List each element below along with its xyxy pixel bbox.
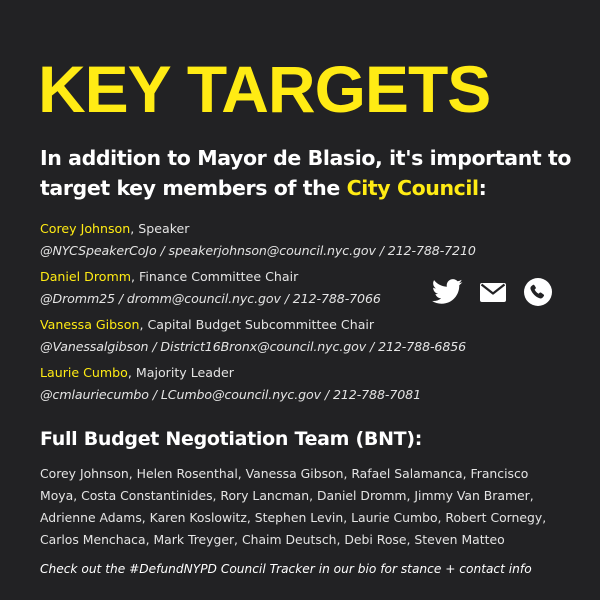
- member-role: , Finance Committee Chair: [131, 269, 299, 284]
- member-role: , Majority Leader: [127, 365, 234, 380]
- member-name: Vanessa Gibson: [40, 317, 140, 332]
- bnt-heading: Full Budget Negotiation Team (BNT):: [40, 428, 423, 450]
- twitter-icon: [432, 279, 463, 309]
- intro-text: [40, 143, 580, 203]
- council-member-cumbo: [40, 362, 580, 410]
- council-member-list: [40, 218, 580, 410]
- member-name: Corey Johnson: [40, 221, 131, 236]
- intro-text-end: :: [478, 176, 487, 200]
- member-contact: @cmlauriecumbo / LCumbo@council.nyc.gov / 212-788-7081: [40, 387, 421, 402]
- member-contact: @Dromm25 / dromm@council.nyc.gov / 212-788-7066: [40, 291, 381, 306]
- mail-icon: [480, 283, 506, 306]
- footer-note: Check out the #DefundNYPD Council Tracker in our bio for stance + contact info: [40, 562, 532, 576]
- phone-icon: [524, 278, 552, 310]
- intro-text-start: In addition to Mayor de Blasio, it's important to target key members of the: [40, 146, 572, 200]
- intro-highlight: City Council: [346, 176, 479, 200]
- bnt-member-list: Corey Johnson, Helen Rosenthal, Vanessa Gibson, Rafael Salamanca, Francisco Moya, Costa Constantinides, Rory Lancman, Daniel Dromm, Jimmy Van Bramer, Adrienne Adams, Karen Koslowitz, Stephen Levin, Laurie Cumbo, Robert Cornegy, Carlos Menchaca, Mark Treyger, Chaim Deutsch, Debi Rose, Steven Matteo: [40, 466, 547, 547]
- member-name: Daniel Dromm: [40, 269, 131, 284]
- member-heading: [40, 218, 580, 240]
- contact-icons: [432, 279, 552, 309]
- council-member-johnson: [40, 218, 580, 266]
- member-contact: @Vanessalgibson / District16Bronx@council.nyc.gov / 212-788-6856: [40, 339, 467, 354]
- member-role: , Capital Budget Subcommittee Chair: [139, 317, 375, 332]
- member-name: Laurie Cumbo: [40, 365, 128, 380]
- member-heading: [40, 362, 580, 384]
- council-member-gibson: [40, 314, 580, 362]
- member-heading: [40, 314, 580, 336]
- page-title: KEY TARGETS: [38, 52, 491, 126]
- member-role: , Speaker: [130, 221, 190, 236]
- member-contact: @NYCSpeakerCoJo / speakerjohnson@council.nyc.gov / 212-788-7210: [40, 243, 476, 258]
